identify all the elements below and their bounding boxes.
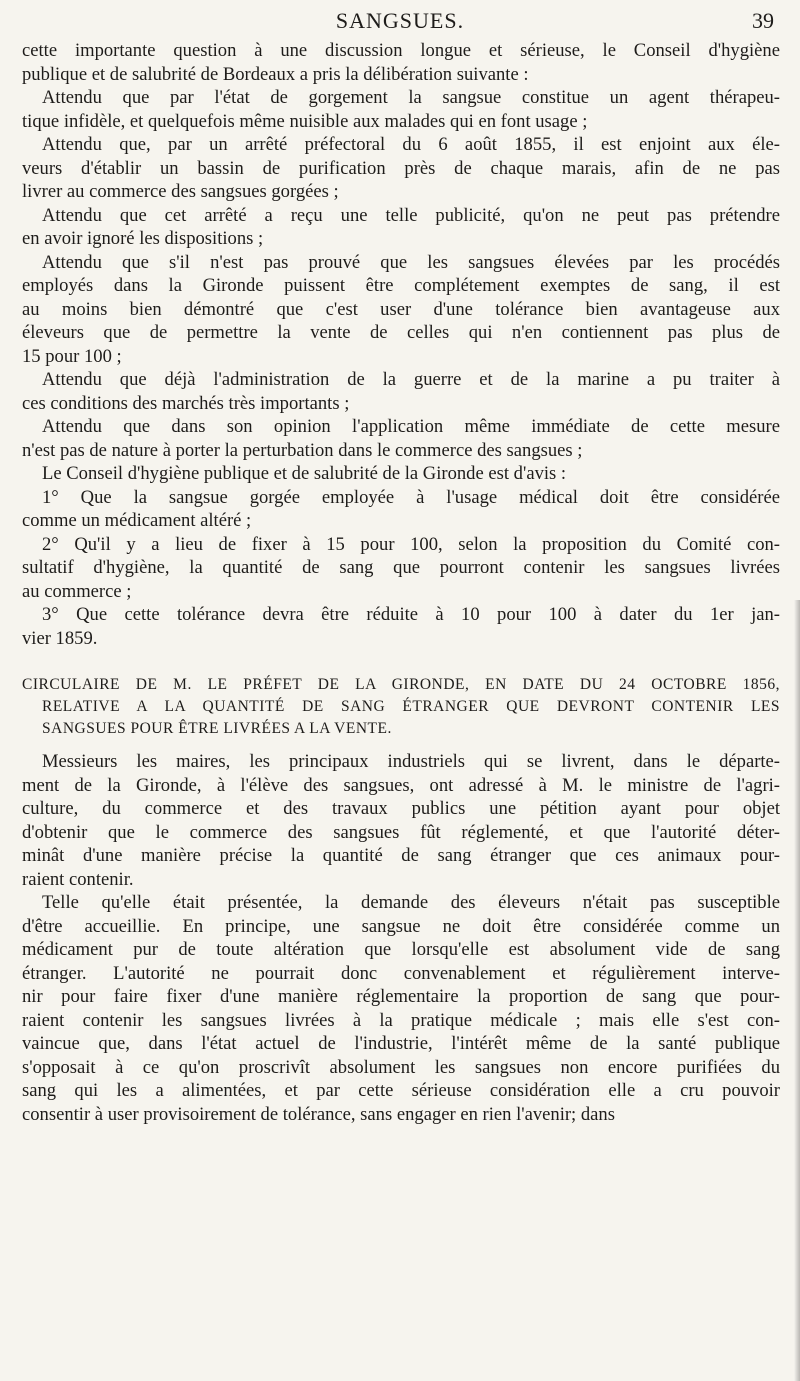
text-line: vier 1859.	[22, 627, 98, 649]
text-line: au commerce ;	[22, 580, 132, 602]
text-line: comme un médicament altéré ;	[22, 510, 252, 531]
text-line: sultatif d'hygiène, la quantité de sang que pourront contenir les sangsues livrées	[22, 557, 780, 578]
text-line: 3° Que cette tolérance devra être réduite à 10 pour 100 à dater du 1er jan-	[42, 604, 780, 625]
text-line: d'obtenir que le commerce des sangsues fût réglementé, et que l'autorité déter-	[22, 821, 780, 843]
text-line: ces conditions des marchés très importants ;	[22, 392, 350, 414]
section-heading	[22, 674, 780, 740]
text-line: tique infidèle, et quelquefois même nuisible aux malades qui en font usage ;	[22, 110, 588, 132]
paragraph	[22, 368, 780, 415]
text-line: 2° Qu'il y a lieu de fixer à 15 pour 100, selon la proposition du Comité con-	[42, 533, 780, 555]
text-line: au moins bien démontré que c'est user d'une tolérance bien avantageuse aux	[22, 298, 780, 320]
binding-shadow	[794, 600, 800, 1381]
text-line: livrer au commerce des sangsues gorgées ;	[22, 181, 339, 202]
heading-line: CIRCULAIRE DE M. LE PRÉFET DE LA GIRONDE, EN DATE DU 24 OCTOBRE 1856,	[22, 676, 780, 693]
running-head	[0, 8, 800, 38]
text-line: Messieurs les maires, les principaux industriels qui se livrent, dans le départe-	[42, 751, 780, 772]
text-line: minât d'une manière précise la quantité de sang étranger que ces animaux pour-	[22, 845, 780, 866]
paragraph	[22, 603, 780, 650]
text-line: publique et de salubrité de Bordeaux a pris la délibération suivante :	[22, 63, 529, 85]
text-line: cette importante question à une discussion longue et sérieuse, le Conseil d'hygiène	[22, 40, 780, 61]
text-line: ment de la Gironde, à l'élève des sangsues, ont adressé à M. le ministre de l'agri-	[22, 774, 780, 796]
paragraph	[22, 486, 780, 533]
text-line: en avoir ignoré les dispositions ;	[22, 228, 264, 249]
text-line: médicament pur de toute altération que lorsqu'elle est absolument vide de sang	[22, 939, 780, 960]
text-line: d'être accueillie. En principe, une sangsue ne doit être considérée comme un	[22, 915, 780, 937]
paragraph	[22, 462, 780, 486]
text-line: Attendu que par l'état de gorgement la sangsue constitue un agent thérapeu-	[42, 87, 780, 108]
text-line: Attendu que s'il n'est pas prouvé que les sangsues élevées par les procédés	[42, 251, 780, 273]
text-line: veurs d'établir un bassin de purification près de chaque marais, afin de ne pas	[22, 157, 780, 179]
paragraph	[22, 133, 780, 204]
paragraph	[22, 39, 780, 86]
text-line: Attendu que cet arrêté a reçu une telle publicité, qu'on ne peut pas prétendre	[42, 204, 780, 226]
body-text	[22, 39, 780, 1126]
paragraph	[22, 204, 780, 251]
heading-line: SANGSUES POUR ÊTRE LIVRÉES A LA VENTE.	[42, 720, 392, 737]
text-line: étranger. L'autorité ne pourrait donc convenablement et régulièrement interve-	[22, 962, 780, 984]
paragraph	[22, 251, 780, 369]
paragraph	[22, 533, 780, 604]
text-line: raient contenir les sangsues livrées à la pratique médicale ; mais elle s'est con-	[22, 1009, 780, 1031]
paragraph	[22, 415, 780, 462]
text-line: Attendu que dans son opinion l'application même immédiate de cette mesure	[42, 416, 780, 437]
running-title: SANGSUES.	[335, 8, 465, 33]
paragraph	[22, 86, 780, 133]
text-line: s'opposait à ce qu'on proscrivît absolument les sangsues non encore purifiées du	[22, 1056, 780, 1078]
text-line: consentir à user provisoirement de tolérance, sans engager en rien l'avenir; dans	[22, 1103, 615, 1125]
paragraph	[22, 891, 780, 1126]
text-line: Telle qu'elle était présentée, la demande des éleveurs n'était pas susceptible	[42, 892, 780, 913]
text-line: raient contenir.	[22, 868, 134, 890]
text-line: employés dans la Gironde puissent être complétement exemptes de sang, il est	[22, 275, 780, 296]
paragraph	[22, 750, 780, 891]
text-line: 15 pour 100 ;	[22, 345, 122, 367]
text-line: 1° Que la sangsue gorgée employée à l'usage médical doit être considérée	[42, 486, 780, 508]
page-number: 39	[752, 8, 774, 33]
text-line: sang qui les a alimentées, et par cette sérieuse considération elle a cru pouvoir	[22, 1080, 780, 1101]
heading-line: RELATIVE A LA QUANTITÉ DE SANG ÉTRANGER QUE DEVRONT CONTENIR LES	[42, 698, 780, 715]
text-line: éleveurs que de permettre la vente de celles qui n'en contiennent pas plus de	[22, 322, 780, 343]
text-line: culture, du commerce et des travaux publics une pétition ayant pour objet	[22, 798, 780, 819]
text-line: Attendu que, par un arrêté préfectoral du 6 août 1855, il est enjoint aux éle-	[42, 134, 780, 155]
text-line: n'est pas de nature à porter la perturbation dans le commerce des sangsues ;	[22, 439, 583, 461]
text-line: Attendu que déjà l'administration de la guerre et de la marine a pu traiter à	[42, 369, 780, 390]
text-line: nir pour faire fixer d'une manière réglementaire la proportion de sang que pour-	[22, 986, 780, 1007]
text-line: Le Conseil d'hygiène publique et de salubrité de la Gironde est d'avis :	[42, 463, 567, 484]
text-line: vaincue que, dans l'état actuel de l'industrie, l'intérêt même de la santé publique	[22, 1033, 780, 1054]
